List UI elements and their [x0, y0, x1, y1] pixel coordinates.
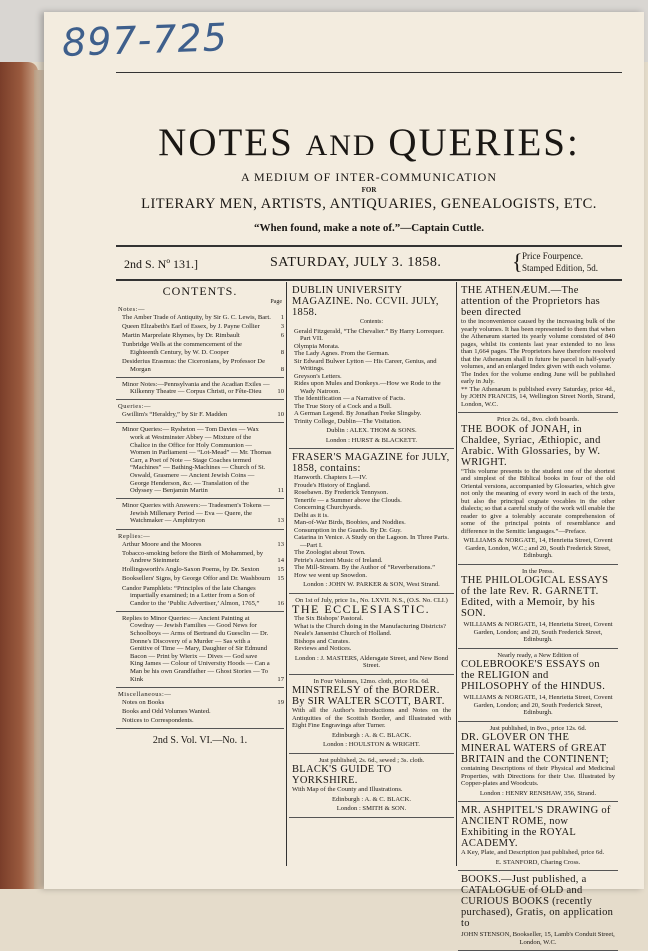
- blacks-guide-ad: [289, 754, 454, 818]
- contents-entry: [116, 699, 284, 707]
- contents-entry: [116, 332, 284, 340]
- column-rule: [286, 282, 287, 866]
- contents-entry-title: Queen Elizabeth's Earl of Essex, by J. Payne Collier: [122, 323, 260, 331]
- header-rule-bottom: [116, 279, 622, 281]
- ad-body: The Index for the volume ending June will be published early in July.: [461, 370, 615, 385]
- ad-body: to the inconvenience caused by the increasing bulk of the yearly volumes. It has been represented to them that when the Athenæum started its yearly volume consisted of 840 pages, whilst its contents last year extended to no less than 1,664 pages. The Proprietors have therefore resolved that the Athenæum shall in future be parcel in half-yearly volumes, and an enlarged Index given with each volume.: [461, 318, 615, 370]
- contents-section: [116, 403, 284, 423]
- ad-heading: THE ATHENÆUM.—The attention of the Proprietors has been directed: [461, 285, 601, 318]
- contents-entry-page: 13: [277, 540, 284, 548]
- contents-entry-page: 6: [280, 332, 284, 340]
- ad-item: Tenerife — a Summer above the Clouds.: [294, 496, 402, 504]
- colebrooke-ad: [458, 649, 618, 722]
- advert-column-right: [458, 282, 618, 951]
- contents-entry-title: Minor Notes:—Pennsylvania and the Acadian Exiles — Kilkenny Theatre — Corpus Christi, or Fête-Dieu: [122, 380, 270, 396]
- contents-entry-page: 11: [277, 487, 284, 495]
- ad-heading: THE PHILOLOGICAL ESSAYS of the late Rev. R. GARNETT. Edited, with a Memoir, by his SON.: [461, 575, 609, 619]
- fraser-magazine-ad: [289, 449, 454, 594]
- ad-subheading: Contents:: [359, 319, 383, 325]
- ad-publisher: WILLIAMS & NORGATE, 14, Henrietta Street, Covent Garden, London; and 20, South Frederick Street, Edinburgh.: [463, 694, 613, 716]
- contents-entry-title: Minor Queries with Answers:— Tradesmen's Tokens — Jewish Millenary Period — Eva — Quere, the Watchmaker — Amphitryon: [122, 502, 270, 525]
- contents-entry-title: Booksellers' Signs, by George Offor and Dr. Washbourn: [122, 575, 271, 583]
- contents-entry-title: Gwillim's “Heraldry,” by Sir F. Madden: [122, 411, 228, 419]
- ad-heading: BOOKS.—Just published, a CATALOGUE of OLD and CURIOUS BOOKS (recently purchased), Gratis, on application to: [461, 874, 614, 929]
- contents-entry: [116, 615, 284, 683]
- contents-entry-page: 10: [277, 388, 284, 396]
- ad-heading: MINSTRELSY of the BORDER. By SIR WALTER SCOTT, BART.: [292, 685, 445, 707]
- dublin-magazine-ad: [289, 282, 454, 449]
- ad-publisher: London : JOHN W. PARKER & SON, West Strand.: [303, 581, 440, 588]
- ad-publisher: London : HURST & BLACKETT.: [325, 436, 418, 444]
- contents-entry-title: Martin Marprelate Rhymes, by Dr. Rimbault: [122, 332, 240, 340]
- ad-publisher: London : HOULSTON & WRIGHT.: [323, 741, 420, 748]
- contents-section: [116, 691, 284, 729]
- contents-section: [116, 615, 284, 688]
- ad-intro: Price 2s. 6d., 8vo. cloth boards.: [497, 416, 579, 423]
- ad-item: Reviews and Notices.: [294, 645, 352, 652]
- title-part1: NOTES: [158, 121, 294, 164]
- ad-heading: DR. GLOVER ON THE MINERAL WATERS of GREAT BRITAIN and the CONTINENT;: [461, 732, 609, 765]
- athenaeum-ad: [458, 282, 618, 413]
- contents-entry: [116, 323, 284, 331]
- contents-entry-title: Replies to Minor Queries:— Ancient Painting at Cowdray — Jewish Families — Good News for Schoolboys — Arms of Bertrand du Guesclin — Dr. Donne's Discovery of a Murder — Sas with a Genitive of Time — Mary, Daughter of Sir Edmund Bacon — Print by Wierix — Dives — God save King James — Colour of University Hoods — Can a Man be his own Grandfather — Ghost Stories — To Kink: [122, 614, 270, 683]
- masthead-title: [116, 120, 622, 169]
- contents-entry-title: Notes on Books: [122, 698, 165, 706]
- price-line: Price Fourpence.: [522, 251, 583, 261]
- ad-publisher: London : HENRY RENSHAW, 356, Strand.: [479, 789, 597, 797]
- ad-item: The Zoologist about Town.: [294, 549, 366, 556]
- books-ad: [458, 871, 618, 951]
- ad-heading: COLEBROOKE'S ESSAYS on the RELIGION and PHILOSOPHY of the HINDUS.: [461, 659, 606, 692]
- ad-heading: THE ECCLESIASTIC.: [292, 602, 431, 616]
- ad-item: The Identification — a Narrative of Facts.: [294, 395, 406, 402]
- handwritten-number: 897-725: [61, 15, 229, 65]
- contents-entry-title: Tunbridge Wells at the commencement of the Eighteenth Century, by W. D. Cooper: [122, 341, 242, 356]
- contents-entry: [116, 314, 284, 322]
- ad-heading: BLACK'S GUIDE TO YORKSHIRE.: [292, 764, 392, 786]
- contents-entry: [116, 575, 284, 583]
- contents-entry-title: Desiderius Erasmus: the Ciceronians, by Professor De Morgan: [122, 357, 266, 373]
- contents-entry-page: 14: [277, 557, 284, 565]
- ad-item: Concerning Churchyards.: [294, 504, 362, 511]
- contents-entry: [116, 708, 284, 716]
- ad-publisher: Edinburgh : A. & C. BLACK.: [331, 795, 411, 803]
- ad-heading: THE BOOK of JONAH, in Chaldee, Syriac, Æthiopic, and Arabic. With Glossaries, by W. WRIGHT.: [461, 423, 601, 468]
- ad-item: A German Legend. By Jonathan Freke Slingsby.: [294, 410, 422, 417]
- jonah-ad: [458, 413, 618, 565]
- contents-entry: [116, 426, 284, 494]
- series-number: 2nd S. Nº 131.]: [124, 257, 199, 271]
- ad-item: Rides upon Mules and Donkeys.—How we Rode to the Wady Natroon.: [294, 380, 441, 395]
- contents-entry-page: 8: [280, 348, 284, 356]
- masthead-subtitle: A MEDIUM OF INTER-COMMUNICATION: [241, 170, 497, 184]
- ad-item: Trinity College, Dublin—The Visitation.: [294, 417, 402, 425]
- book-spine: [0, 62, 38, 889]
- contents-entry-page: 3: [280, 323, 284, 331]
- contents-entry: [116, 550, 284, 565]
- ad-intro: Just published, 2s. 6d., sewed ; 3s. cloth.: [318, 756, 425, 764]
- contents-entry: [116, 502, 284, 525]
- ad-item: Gerald Fitzgerald, “The Chevalier.” By Harry Lorrequer. Part VII.: [294, 327, 444, 342]
- ad-item: Olympia Morata.: [294, 342, 340, 350]
- ad-item: Greyson's Letters.: [294, 372, 342, 380]
- ad-items: [292, 328, 451, 426]
- contents-section: [116, 502, 284, 529]
- contents-entry-page: 15: [277, 575, 284, 583]
- contents-entry-page: 17: [277, 675, 284, 683]
- contents-column: [116, 282, 284, 746]
- advert-column-middle: [289, 282, 454, 818]
- ad-item: Froude's History of England.: [294, 481, 371, 489]
- contents-section-head: Notes:—: [118, 306, 145, 313]
- ad-body: containing Descriptions of their Physical and Medicinal Properties, with Directions for their Use. Illustrated by Copper-plates and Woodcuts.: [461, 765, 615, 787]
- contents-entry: [116, 411, 284, 419]
- ad-item: Bishops and Curates.: [294, 637, 350, 645]
- contents-section: [116, 306, 284, 378]
- contents-section: [116, 381, 284, 401]
- price-block: [512, 249, 598, 274]
- ad-publisher: Dublin : ALEX. THOM & SONS.: [326, 427, 417, 434]
- contents-entry-page: 1: [280, 314, 284, 321]
- ad-intro: On 1st of July, price 1s., No. LXVII. N.S., (O.S. No. CLI.): [295, 596, 448, 604]
- ad-item: The True Story of a Cock and a Bull.: [294, 402, 392, 410]
- title-part2: QUERIES:: [388, 121, 580, 164]
- contents-entry-page: 13: [277, 517, 284, 525]
- philological-ad: [458, 565, 618, 649]
- contents-entry: [116, 717, 284, 725]
- ad-body: A Key, Plate, and Description just published, price 6d.: [461, 849, 605, 856]
- contents-entry-title: Minor Queries:— Rysheton — Tom Davies — Wax work at Westminster Abbey — Mixture of the Chalice in the Office for Holy Communion — Women in Parliament — “Lot-Mead” — Mr. Thomas Carr, a Poet of Note — Stage Coaches termed “Machines” — Bathing-Machines — Church of St. Oswald, Grasmere — Ancient Jewish Coins — George Henderson, &c. — Translation of the Odyssey — Benjamin Martin: [122, 426, 272, 495]
- ad-publisher: WILLIAMS & NORGATE, 14, Henrietta Street, Covent Garden, London; and 20, South Frederick Street, Edinburgh.: [463, 621, 613, 643]
- masthead-rule: [116, 72, 622, 73]
- ad-publisher: London : J. MASTERS, Aldersgate Street, and New Bond Street.: [294, 654, 449, 669]
- ad-item: Neale's Jansenist Church of Holland.: [294, 630, 392, 637]
- ad-heading: FRASER'S MAGAZINE for JULY, 1858, contains:: [292, 452, 450, 474]
- issue-date: SATURDAY, JULY 3. 1858.: [270, 255, 442, 270]
- contents-entry: [116, 341, 284, 356]
- contents-entry-page: 19: [277, 698, 284, 706]
- ad-item: Consumption in the Guards. By Dr. Guy.: [294, 526, 402, 534]
- ad-heading: DUBLIN UNIVERSITY MAGAZINE. No. CCVII. JULY, 1858.: [292, 285, 439, 318]
- contents-section-head: Queries:—: [118, 403, 152, 411]
- price-brace: {: [512, 249, 523, 274]
- ad-publisher: Edinburgh : A. & C. BLACK.: [331, 731, 411, 739]
- ad-publisher: WILLIAMS & NORGATE, 14, Henrietta Street, Covent Garden, London, W.C.; and 20, South Frederick Street, Edinburgh.: [463, 537, 613, 559]
- ad-intro: Just published, in 8vo., price 12s. 6d.: [489, 724, 587, 732]
- contents-title: CONTENTS.: [162, 284, 238, 298]
- ad-intro: In the Press.: [522, 567, 554, 575]
- ad-body: With all the Author's Introductions and Notes on the Antiquities of the Scottish Border, and Illustrated with Eight Fine Engravings after Turner.: [292, 707, 451, 729]
- contents-section-head: Replies:—: [118, 532, 151, 540]
- masthead-for: FOR: [361, 186, 377, 194]
- ad-body: “This volume presents to the student one of the shortest and simplest of the Biblical books in four of the old Oriental versions, accompanied by Glossaries, which give not only the meaning of every word in each of the texts, but also the principal cognate vocables in the other dialects; so that a careful study of the work will enable the reader to give a tolerably accurate comprehension of some of the principal points of resemblance and difference in the Semitic languages.”—Preface.: [461, 467, 615, 535]
- ad-items: [292, 474, 451, 579]
- contents-entry: [116, 381, 284, 396]
- ad-heading: MR. ASHPITEL'S DRAWING of ANCIENT ROME, now Exhibiting in the ROYAL ACADEMY.: [461, 805, 611, 849]
- ad-items: [292, 615, 451, 653]
- ad-publisher: London : SMITH & SON.: [336, 805, 407, 812]
- contents-entry-title: Candor Pamphlets: “Principles of the late Changes impartially examined; in a Letter from a Son of Candor to the ‘Public Advertiser,’ Almon, 1765,”: [122, 584, 260, 607]
- ecclesiastic-ad: [289, 594, 454, 675]
- contents-section: [116, 426, 284, 499]
- ad-item: The Six Bishops' Pastoral.: [294, 615, 364, 622]
- glover-ad: [458, 722, 618, 803]
- masthead-audience: LITERARY MEN, ARTISTS, ANTIQUARIES, GENEALOGISTS, ETC.: [141, 196, 597, 212]
- ad-body: With Map of the County and Illustrations.: [292, 786, 403, 793]
- contents-section-head: Miscellaneous:—: [118, 690, 172, 698]
- ad-item: Sir Edward Bulwer Lytton — His Career, Genius, and Writings.: [294, 357, 437, 372]
- contents-entry-page: 15: [277, 566, 284, 574]
- ad-publisher: E. STANFORD, Charing Cross.: [495, 858, 581, 866]
- volume-label: 2nd S. Vol. VI.—No. 1.: [152, 734, 248, 746]
- contents-entry: [116, 358, 284, 373]
- contents-entry-title: The Amber Trade of Antiquity, by Sir G. C. Lewis, Bart.: [122, 314, 271, 321]
- contents-page-label: Page: [270, 299, 282, 305]
- ad-item: Catarina in Venice. A Study on the Lagoon. In Three Parts.—Part I.: [294, 534, 449, 549]
- ad-item: Man-of-War Birds, Boobies, and Noddies.: [294, 519, 406, 526]
- contents-entry-page: 8: [280, 365, 284, 373]
- ad-intro: In Four Volumes, 12mo. cloth, price 16s. 6d.: [313, 677, 430, 685]
- contents-entry: [116, 585, 284, 608]
- masthead-motto: “When found, make a note of.”—Captain Cuttle.: [253, 222, 485, 234]
- contents-entry-page: 16: [277, 599, 284, 607]
- ad-body: ** The Athenæum is published every Saturday, price 4d., by JOHN FRANCIS, 14, Wellington Street North, Strand, London, W.C.: [461, 385, 615, 408]
- minstrelsy-ad: [289, 675, 454, 754]
- ad-publisher: JOHN STENSON, Bookseller, 15, Lamb's Conduit Street, London, W.C.: [461, 931, 615, 946]
- contents-entry: [116, 566, 284, 574]
- contents-entry-title: Arthur Moore and the Moores: [122, 540, 202, 548]
- ad-item: Hanworth. Chapters I.—IV.: [294, 474, 367, 481]
- contents-entry-page: 10: [277, 411, 284, 419]
- ad-item: Rosebawn. By Frederick Tennyson.: [294, 489, 389, 496]
- contents-entry-title: Notices to Correspondents.: [122, 716, 194, 724]
- contents-section: [116, 533, 284, 612]
- contents-entry-title: Books and Odd Volumes Wanted.: [122, 707, 211, 715]
- contents-entry: [116, 541, 284, 549]
- ad-item: The Lady Agnes. From the German.: [294, 350, 390, 357]
- contents-entry-title: Hollingsworth's Anglo-Saxon Poems, by Dr. Sexton: [122, 566, 260, 574]
- ad-item: How we went up Snowdon.: [294, 571, 368, 579]
- ashpitel-ad: [458, 802, 618, 871]
- stamped-price-line: Stamped Edition, 5d.: [522, 263, 598, 273]
- title-and: AND: [305, 129, 377, 162]
- header-rule-top: [116, 245, 622, 247]
- column-rule: [456, 282, 457, 866]
- contents-list: [116, 306, 284, 729]
- ad-intro: Nearly ready, a New Edition of: [497, 651, 579, 659]
- ad-item: Petrie's Ancient Music of Ireland.: [294, 556, 383, 564]
- contents-entry-title: Tobacco-smoking before the Birth of Mohammed, by Andrew Steinmetz: [122, 549, 264, 565]
- ad-item: The Mill-Stream. By the Author of “Reverberations.”: [294, 564, 435, 571]
- ad-item: Delhi as it is.: [294, 511, 329, 519]
- ad-item: What is the Church doing in the Manufacturing Districts?: [294, 622, 446, 630]
